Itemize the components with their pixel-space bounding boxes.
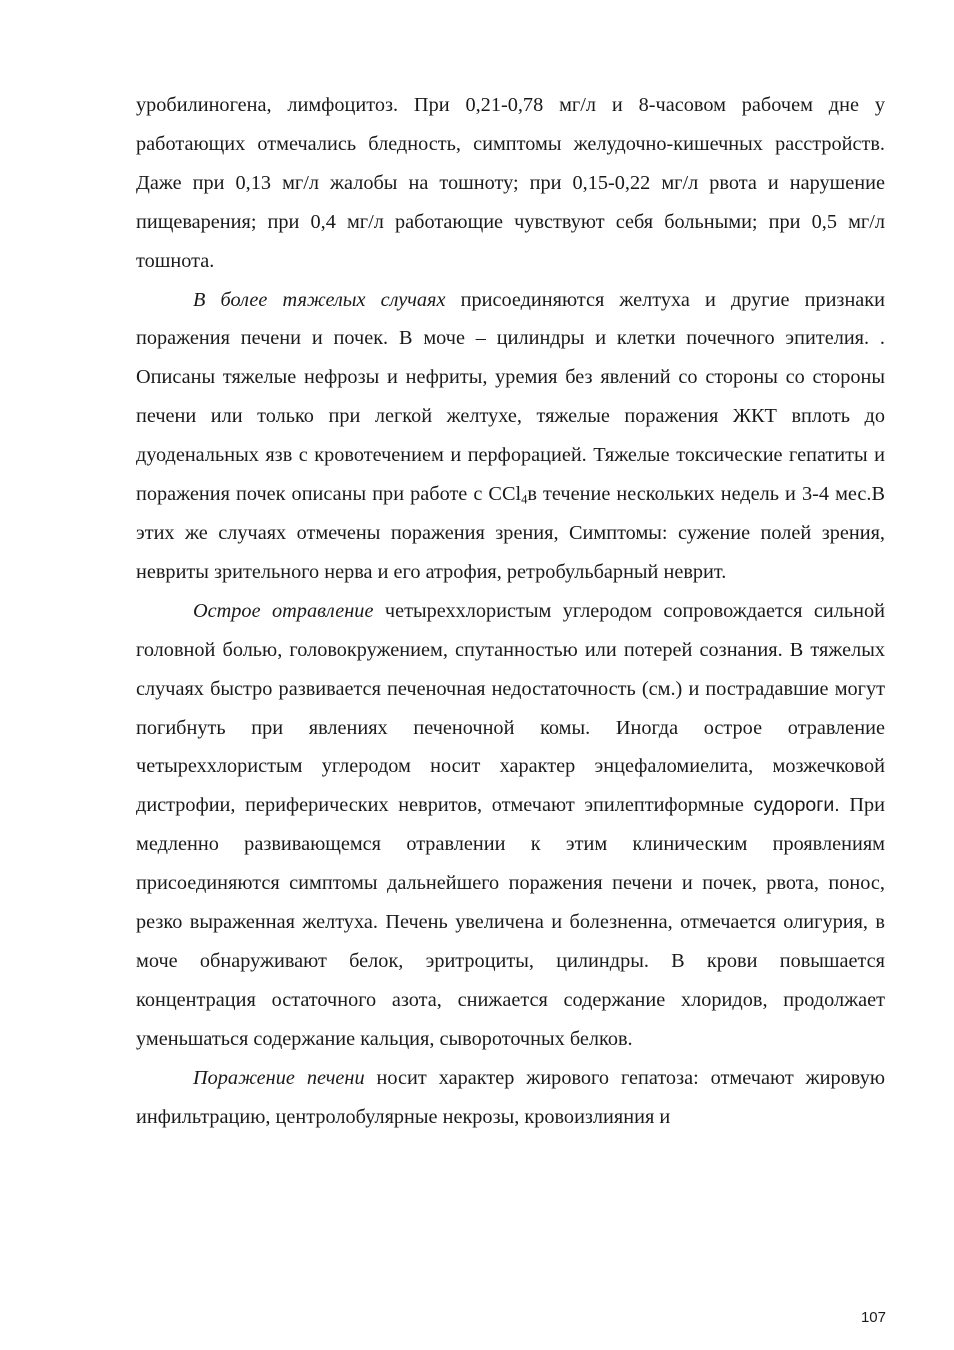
paragraph-2-text-b: в течение нескольких недель и 3-4 мес.В этих же случаях отмечены поражения зрения, Симптомы: сужение полей зрения, невриты зрительного нерва и его атрофия, ретробульбарный неврит. [136,483,886,583]
paragraph-2 [136,281,885,592]
paragraph-4-lead: Поражение печени [193,1066,365,1089]
paragraph-3-text-b: При медленно развивающемся отравлении к этим клиническим проявлениям присоединяются симптомы дальнейшего поражения печени и почек, рвота, понос, резко выраженная желтуха. Печень увеличена и болезненна, отмечается олигурия, в моче обнаруживают белок, эритроциты, цилиндры. В крови повышается концентрация остаточного азота, снижается содержание хлоридов, продолжает уменьшаться содержание кальция, сывороточных белков. [136,794,885,1050]
page-number: 107 [860,1309,886,1326]
paragraph-3-text-a: четыреххлористым углеродом сопровождается сильной головной болью, головокружением, спутанностью или потерей сознания. В тяжелых случаях быстро развивается печеночная недостаточность (см.) и пострадавшие могут погибнуть при явлениях печеночной комы. Иногда острое отравление четыреххлористым углеродом носит характер энцефаломиелита, мозжечковой дистрофии, периферических невритов, отмечают эпилептиформные [136,599,885,817]
document-body [136,86,885,1136]
paragraph-3-lead: Острое отравление [193,599,374,622]
paragraph-1-text: уробилиногена, лимфоцитоз. При 0,21-0,78 мг/л и 8-часовом рабочем дне у работающих отмечались бледность, симптомы желудочно-кишечных расстройств. Даже при 0,13 мг/л жалобы на тошноту; при 0,15-0,22 мг/л рвота и нарушение пищеварения; при 0,4 мг/л работающие чувствуют себя больными; при 0,5 мг/л тошнота. [136,94,885,272]
paragraph-4 [136,1059,885,1137]
ccl4-subscript: 4 [521,492,528,507]
paragraph-1 [136,86,885,281]
paragraph-2-lead: В более тяжелых случаях [193,288,446,311]
paragraph-4-text-a: носит характер жирового гепатоза: отмечают жировую инфильтрацию, центролобулярные некрозы, кровоизлияния и [136,1066,885,1128]
paragraph-3 [136,592,885,1059]
paragraph-3-sans-word: судороги. [753,794,840,817]
paragraph-2-text-a: присоединяются желтуха и другие признаки поражения печени и почек. В моче – цилиндры и клетки почечного эпителия. . Описаны тяжелые нефрозы и нефриты, уремия без явлений со стороны со стороны печени или только при легкой желтухе, тяжелые поражения ЖКТ вплоть до дуоденальных язв с кровотечением и перфорацией. Тяжелые токсические гепатиты и поражения почек описаны при работе с CCl [136,288,886,506]
